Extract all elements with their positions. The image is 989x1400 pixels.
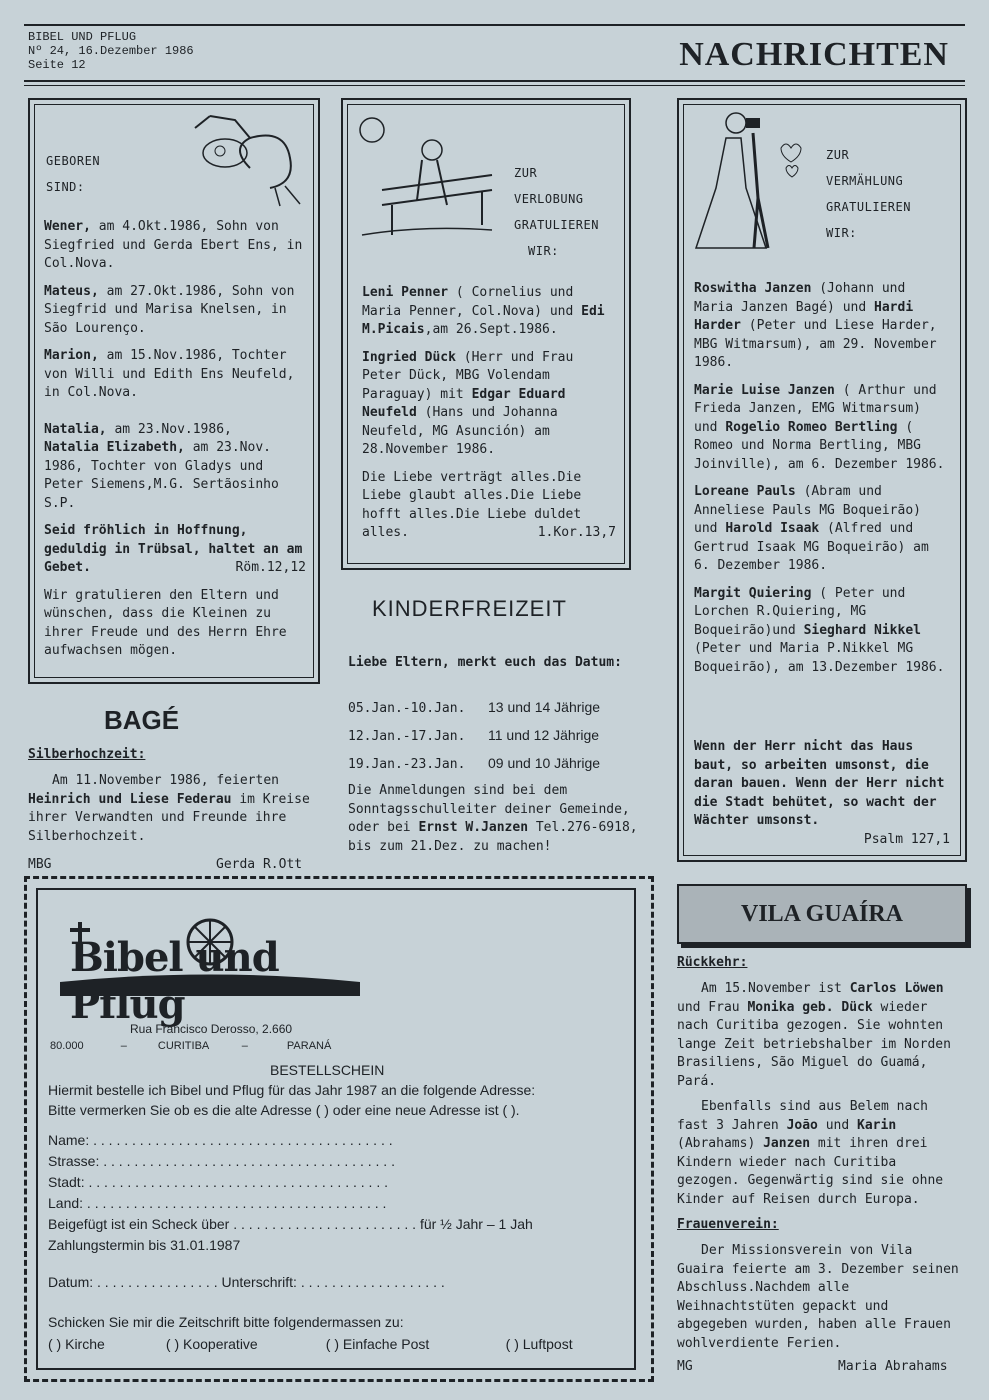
order-options	[48, 1336, 634, 1352]
vila-text: Ebenfalls sind aus Belem nach fast 3 Jahren	[677, 1099, 928, 1133]
vila-subhead-1: Rückkehr:	[677, 955, 748, 970]
births-heading-line1: GEBOREN	[46, 154, 101, 168]
order-line2: Bitte vermerken Sie ob es die alte Adresse ( ) oder eine neue Adresse ist ( ).	[48, 1102, 520, 1118]
wedding-verse-text: Wenn der Herr nicht das Haus baut, so arbeiten umsonst, die daran bauen. Wenn der Herr nicht die Stadt behütet, so wacht der Wächter umsonst.	[694, 739, 945, 828]
order-cep: 80.000	[50, 1040, 84, 1052]
birth-text: am 15.Nov.1986, Tochter von Willi und Edith Ens Neufeld, in Col.Nova.	[44, 348, 295, 400]
cheque-label: Beigefügt ist ein Scheck über	[48, 1216, 230, 1232]
date-field[interactable]: Datum: . . . . . . . . . . . . . . . .	[48, 1274, 222, 1290]
engagement-verse-text: Die Liebe verträgt alles.Die Liebe glaubt alles.Die Liebe hofft alles.Die Liebe duldet alles.	[362, 469, 582, 540]
vila-text-3: Der Missionsverein von Vila Guaira feierte am 3. Dezember seinen Abschluss.Nachdem alle Weihnachtstüten gepackt und abgegeben wurden, haben alle Frauen wohlverdiente Ferien.	[677, 1243, 959, 1351]
wedding-heading-line: VERMÄHLUNG	[826, 174, 904, 188]
vila-name: Monika geb. Dück	[747, 999, 873, 1015]
option-luftpost[interactable]: ( ) Luftpost	[505, 1336, 573, 1352]
kinder-contact: Ernst W.Janzen	[418, 820, 529, 835]
birth-text: am 4.Okt.1986, Sohn von Siegfried und Gerda Ebert Ens, in Col.Nova.	[44, 219, 303, 271]
kinder-text	[348, 782, 640, 856]
engaged-text: (Herr und Frau Peter Dück, MBG Volendam Paraguay) mit	[362, 349, 574, 402]
kinder-intro: Liebe Eltern, merkt euch das Datum:	[348, 655, 622, 670]
wedding-name: Harold Isaak	[725, 521, 820, 536]
bage-subhead: Silberhochzeit:	[28, 747, 146, 762]
country-label: Land:	[48, 1195, 84, 1211]
stork-icon	[190, 108, 315, 208]
order-line1: Hiermit bestelle ich Bibel und Pflug für das Jahr 1987 an die folgende Adresse:	[48, 1082, 536, 1098]
wedding-text: ( Peter und Lorchen R.Quiering, MG Boqueirão)und	[694, 585, 906, 638]
cheque-field[interactable]: Beigefügt ist ein Scheck über . . . . . . . . . . . . . . . . . . . . . . . . für ½ Jahr – 1 Jah	[48, 1216, 533, 1232]
kinder-date: 12.Jan.-17.Jan.	[348, 729, 466, 744]
birth-name: Natalia,	[44, 421, 107, 437]
kinder-ages: 13 und 14 Jährige	[488, 699, 601, 715]
name-field[interactable]: Name: . . . . . . . . . . . . . . . . . . . . . . . . . . . . . . . . . . . . . . .	[48, 1132, 393, 1148]
order-body	[48, 1080, 634, 1120]
births-list	[44, 218, 306, 670]
vila-title-box	[677, 884, 967, 944]
bage-title: BAGÉ	[104, 705, 180, 735]
vila-title: VILA GUAÍRA	[740, 901, 904, 927]
order-fields	[48, 1130, 634, 1256]
wedding-text: (Alfred und Gertrud Isaak MG Boqueirão) am 6. Dezember 1986.	[694, 521, 929, 573]
birth-name: Marion,	[44, 348, 99, 363]
engagement-list	[362, 284, 616, 552]
signature-label: Unterschrift:	[221, 1274, 297, 1290]
wedding-entry	[694, 280, 952, 373]
birth-entry	[44, 283, 306, 339]
bage-sign-left: MBG	[28, 857, 52, 872]
country-field[interactable]: Land: . . . . . . . . . . . . . . . . . . . . . . . . . . . . . . . . . . . . . . .	[48, 1195, 387, 1211]
vila-name: Janzen	[763, 1136, 811, 1151]
engaged-text: ,am 26.Sept.1986.	[424, 322, 558, 337]
order-address: Rua Francisco Derosso, 2.660	[130, 1022, 293, 1036]
wedding-heading-line: ZUR	[826, 148, 850, 162]
births-heading	[46, 148, 100, 200]
wedding-heading-line: GRATULIEREN	[826, 200, 911, 214]
wedding-entry	[694, 483, 952, 576]
wedding-name: Sieghard Nikkel	[803, 622, 921, 638]
option-einfache-post[interactable]: ( ) Einfache Post	[325, 1336, 430, 1352]
name-label: Name:	[48, 1132, 90, 1148]
births-verse-ref: Röm.12,12	[235, 560, 306, 575]
vila-name: Karin	[857, 1117, 897, 1133]
order-city: CURITIBA	[157, 1040, 209, 1052]
order-send: Schicken Sie mir die Zeitschrift bitte folgendermassen zu:	[48, 1314, 404, 1330]
city-field[interactable]: Stadt: . . . . . . . . . . . . . . . . . . . . . . . . . . . . . . . . . . . . . . .	[48, 1174, 388, 1190]
engaged-text: ( Cornelius und Maria Penner, Col.Nova) und	[362, 285, 582, 319]
wedding-text: (Peter und Maria P.Nikkel MG Boqueirão), am 13.Dezember 1986.	[694, 641, 945, 675]
engaged-name: Leni Penner	[362, 285, 449, 300]
engagement-heading	[514, 160, 599, 264]
wedding-name: Hardi Harder	[694, 299, 914, 333]
logo-text: Bibel und Pflug	[70, 934, 279, 1028]
logo	[60, 912, 360, 1028]
engaged-name: Edi M.Picais	[362, 303, 605, 337]
order-sign-row	[48, 1274, 634, 1290]
wedding-list	[694, 280, 952, 686]
kinder-title: KINDERFREIZEIT	[372, 596, 567, 621]
birth-name: Natalia Elizabeth,	[44, 440, 185, 455]
birth-name: Wener,	[44, 219, 91, 234]
engagement-heading-line: ZUR	[514, 166, 538, 180]
vila-text: wieder nach Curitiba gezogen. Sie wohnten lange Zeit betriebshalber im Norden Brasiliens, São Miguel do Guamá, Pará.	[677, 999, 951, 1089]
vila-text: (Abrahams)	[677, 1136, 764, 1151]
option-kirche[interactable]: ( ) Kirche	[48, 1336, 105, 1352]
date-label: Datum:	[48, 1274, 94, 1290]
payment-deadline: Zahlungstermin bis 31.01.1987	[48, 1237, 241, 1253]
kinder-text-1: Die Anmeldungen sind bei dem Sonntagsschulleiter deiner Gemeinde, oder bei	[348, 783, 630, 835]
order-state: PARANÁ	[286, 1040, 332, 1052]
header-rule-bottom	[24, 80, 965, 82]
vila-sign-right: Maria Abrahams	[838, 1359, 948, 1374]
engaged-name: Ingried Dück	[362, 349, 456, 365]
engagement-heading-line: VERLOBUNG	[514, 192, 584, 206]
wedding-heading	[826, 142, 911, 246]
births-heading-line2: SIND:	[46, 180, 85, 194]
births-closing: Wir gratulieren den Eltern und wünschen, dass die Kleinen zu ihrer Freude und des Herrn Ehre aufwachsen mögen.	[44, 587, 287, 658]
bage-sign-right: Gerda R.Ott	[216, 857, 303, 872]
vila-subhead-2: Frauenverein:	[677, 1217, 779, 1232]
order-title: BESTELLSCHEIN	[270, 1062, 385, 1078]
kinder-date: 05.Jan.-10.Jan.	[348, 701, 466, 716]
wedding-name: Rogelio Romeo Bertling	[725, 419, 898, 435]
kinder-date: 19.Jan.-23.Jan.	[348, 757, 466, 772]
wedding-text: (Peter und Liese Harder, MBG Witmarsum), am 29. November 1986.	[694, 318, 937, 370]
wedding-text: ( Arthur und Frieda Janzen, EMG Witmarsum) und	[694, 382, 937, 435]
wedding-heading-line: WIR:	[826, 226, 857, 240]
birth-name: Mateus,	[44, 283, 99, 299]
vila-name: João	[786, 1117, 818, 1133]
bage-text-1: Am 11.November 1986, feierten	[52, 773, 279, 788]
header-rule-thin	[24, 85, 965, 86]
bage-text	[28, 772, 318, 846]
issue-date: Nº 24, 16.Dezember 1986	[28, 44, 194, 58]
publication-name: BIBEL UND PFLUG	[28, 30, 137, 44]
order-city-line: 80.000 – CURITIBA – PARANÁ	[50, 1040, 332, 1052]
kinder-row	[348, 726, 600, 754]
wedding-name: Roswitha Janzen	[694, 281, 812, 296]
option-kooperative[interactable]: ( ) Kooperative	[165, 1336, 258, 1352]
kinder-row	[348, 698, 600, 726]
engaged-text: (Hans und Johanna Neufeld, MG Asunción) am 28.November 1986.	[362, 405, 558, 457]
vila-text-1	[677, 980, 964, 1091]
kinder-text-2: Tel.276-6918, bis zum 21.Dez. zu machen!	[348, 820, 638, 854]
birth-text: am 23.Nov. 1986, Tochter von Gladys und Peter Siemens,M.G. Sertãosinho S.P.	[44, 440, 279, 511]
wedding-verse	[694, 738, 950, 849]
kinder-ages: 09 und 10 Jährige	[488, 755, 601, 771]
page-number: Seite 12	[28, 58, 86, 72]
kinder-row	[348, 754, 600, 782]
wedding-name: Margit Quiering	[694, 585, 812, 601]
engagement-heading-line: GRATULIEREN	[514, 218, 599, 232]
couple-bench-icon	[352, 110, 502, 245]
wedding-couple-icon	[686, 108, 816, 258]
wedding-name: Loreane Pauls	[694, 484, 796, 499]
birth-text: am 23.Nov.1986,	[106, 421, 232, 437]
street-label: Strasse:	[48, 1153, 100, 1169]
header-info	[28, 30, 194, 72]
vila-text-2	[677, 1098, 964, 1209]
street-field[interactable]: Strasse: . . . . . . . . . . . . . . . . . . . . . . . . . . . . . . . . . . . . . .	[48, 1153, 395, 1169]
cheque-period: für ½ Jahr – 1 Jah	[419, 1216, 533, 1232]
wedding-name: Marie Luise Janzen	[694, 382, 835, 398]
city-label: Stadt:	[48, 1174, 85, 1190]
engagement-entry	[362, 284, 616, 340]
engagement-heading-line: WIR:	[528, 244, 559, 258]
vila-text: und Frau	[677, 999, 748, 1015]
wedding-verse-ref: Psalm 127,1	[863, 831, 950, 847]
wedding-entry	[694, 585, 952, 678]
kinder-ages: 11 und 12 Jährige	[488, 727, 600, 743]
bage-names: Heinrich und Liese Federau	[28, 791, 232, 807]
page-title: NACHRICHTEN	[679, 36, 949, 73]
wedding-text: (Johann und Maria Janzen Bagé) und	[694, 281, 906, 315]
birth-entry	[44, 421, 306, 514]
engagement-verse-ref: 1.Kor.13,7	[537, 525, 616, 540]
engaged-name: Edgar Eduard Neufeld	[362, 386, 566, 420]
vila-text: Am 15.November ist	[701, 981, 850, 996]
engagement-entry	[362, 349, 616, 460]
wedding-text: (Abram und Anneliese Pauls MG Boqueirão) und	[694, 484, 921, 536]
wedding-entry	[694, 382, 952, 475]
vila-text: und	[817, 1117, 858, 1133]
vila-sign-left: MG	[677, 1359, 693, 1374]
engagement-verse	[362, 469, 616, 543]
births-verse-text: Seid fröhlich in Hoffnung, geduldig in Trübsal, haltet an am Gebet.	[44, 523, 303, 575]
births-verse	[44, 522, 306, 578]
birth-entry	[44, 218, 306, 274]
birth-text: am 27.Okt.1986, Sohn von Siegfrid und Marisa Knelsen, in São Lourenço.	[44, 283, 295, 336]
wedding-text: ( Romeo und Norma Bertling, MBG Joinville), am 6. Dezember 1986.	[694, 419, 945, 472]
kinder-schedule	[348, 698, 600, 782]
header-rule-top	[24, 24, 965, 26]
signature-field[interactable]: Unterschrift: . . . . . . . . . . . . . . . . . . .	[221, 1274, 445, 1290]
birth-entry	[44, 347, 306, 403]
vila-text: mit ihren drei Kindern wieder nach Curitiba gezogen. Gegenwärtig sind sie ohne Kinder auf Reisen durch Europa.	[677, 1136, 944, 1207]
bage-text-2: im Kreise ihrer Verwandten und Freunde ihre Silberhochzeit.	[28, 791, 310, 844]
vila-name: Carlos Löwen	[849, 981, 944, 996]
